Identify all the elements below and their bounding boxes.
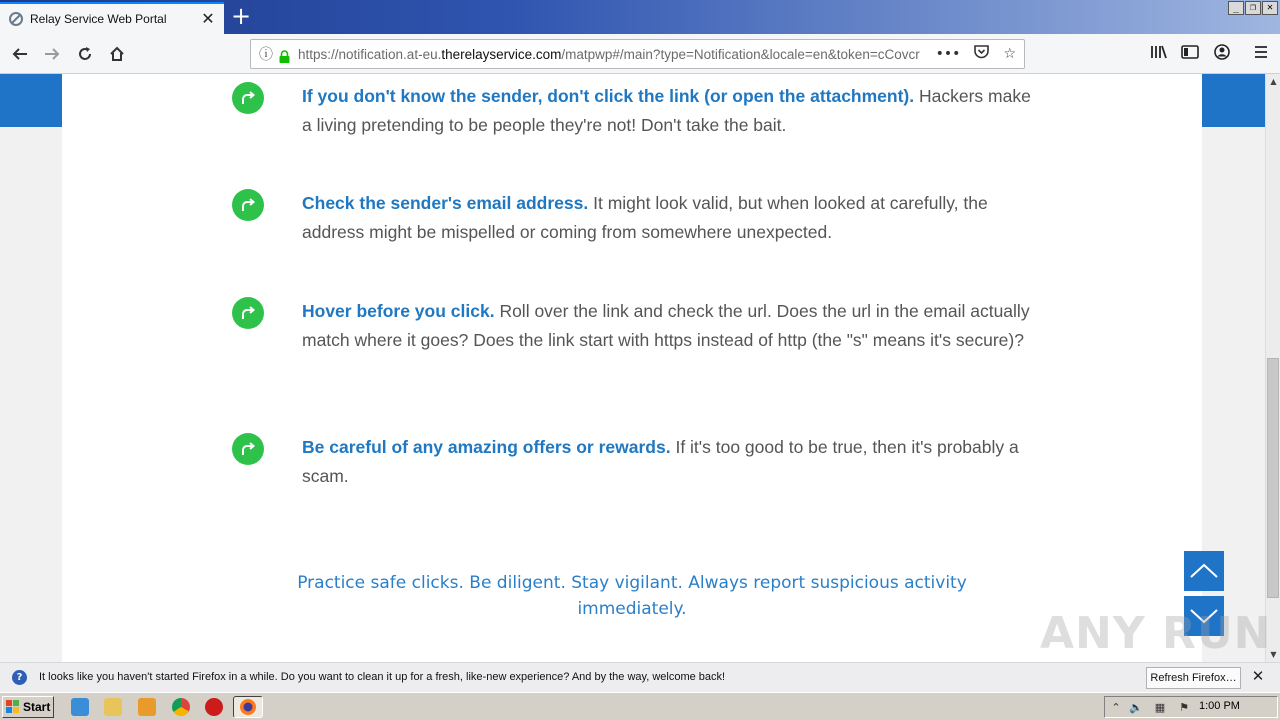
site-favicon-icon xyxy=(8,11,24,27)
chrome-icon[interactable] xyxy=(172,698,190,716)
network-icon[interactable]: ▦ xyxy=(1154,701,1166,714)
url-text[interactable] xyxy=(298,47,922,62)
share-arrow-icon xyxy=(232,433,264,465)
tab-strip xyxy=(0,0,1280,34)
media-player-icon[interactable] xyxy=(138,698,156,716)
taskbar-clock[interactable]: 1:00 PM xyxy=(1199,700,1240,712)
refresh-firefox-button[interactable]: Refresh Firefox… xyxy=(1146,667,1241,689)
tip-lead: Check the sender's email address. xyxy=(302,193,589,213)
tab-title: Relay Service Web Portal xyxy=(30,12,167,26)
restore-button[interactable]: ❐ xyxy=(1245,1,1261,15)
page-actions-icon[interactable]: ••• xyxy=(935,46,961,62)
navigation-toolbar xyxy=(0,34,1280,74)
tip-lead: Be careful of any amazing offers or rewards. xyxy=(302,437,671,457)
scrollbar-thumb[interactable] xyxy=(1267,358,1279,598)
tip-lead: Hover before you click. xyxy=(302,301,495,321)
window-close-button[interactable]: ✕ xyxy=(1262,1,1278,15)
tip-text xyxy=(302,82,1032,139)
tip-text xyxy=(302,433,1032,490)
url-bar[interactable] xyxy=(250,39,1025,69)
new-tab-button[interactable]: + xyxy=(230,2,252,30)
share-arrow-icon xyxy=(232,82,264,114)
tip-text xyxy=(302,189,1032,246)
tip-lead: If you don't know the sender, don't click the link (or open the attachment). xyxy=(302,86,915,106)
back-arrow-icon xyxy=(11,45,29,63)
home-icon xyxy=(109,46,125,62)
account-icon[interactable] xyxy=(1212,44,1232,64)
show-hidden-icons-icon[interactable]: ⌃ xyxy=(1111,701,1121,714)
scroll-arrow-up-icon[interactable]: ▲ xyxy=(1270,77,1277,86)
content-card xyxy=(62,74,1202,662)
scroll-arrow-down-icon[interactable]: ▼ xyxy=(1270,650,1277,659)
url-domain: therelayservice.com xyxy=(441,46,562,62)
firefox-taskbar-button[interactable] xyxy=(233,696,263,718)
library-icon[interactable] xyxy=(1149,44,1169,64)
pocket-icon[interactable] xyxy=(974,45,989,63)
reload-icon xyxy=(77,46,93,62)
home-button[interactable] xyxy=(103,40,131,68)
forward-button[interactable] xyxy=(38,40,66,68)
scroll-up-button[interactable] xyxy=(1184,551,1224,591)
firefox-icon xyxy=(234,697,262,717)
tip-body: Hackers make a living pretending to be people they're not! Don't take the bait. xyxy=(302,86,1031,135)
start-label: Start xyxy=(23,700,51,714)
lock-icon[interactable] xyxy=(279,48,290,60)
header-band-right xyxy=(1202,74,1265,127)
opera-icon[interactable] xyxy=(205,698,223,716)
action-center-flag-icon[interactable]: ⚑ xyxy=(1179,701,1189,714)
notification-close-icon[interactable]: ✕ xyxy=(1251,667,1265,685)
windows-taskbar xyxy=(0,692,1280,720)
chevron-up-icon xyxy=(1189,563,1219,579)
notification-message: It looks like you haven't started Firefox in a while. Do you want to clean it up for a fresh, like-new experience? And by the way, welcome back! xyxy=(39,671,726,683)
share-arrow-icon xyxy=(232,189,264,221)
tip-text xyxy=(302,297,1032,354)
page-viewport xyxy=(0,74,1265,662)
vertical-scrollbar[interactable] xyxy=(1265,74,1280,662)
tab-close-icon[interactable]: ✕ xyxy=(201,9,215,28)
url-path: /matpwp#/main?type=Notification&locale=en&token=cCovcr xyxy=(561,46,920,62)
forward-arrow-icon xyxy=(43,45,61,63)
safety-reminder-text: Practice safe clicks. Be diligent. Stay vigilant. Always report suspicious activity immediately. xyxy=(297,573,967,619)
minimize-button[interactable]: _ xyxy=(1228,1,1244,15)
windows-logo-icon xyxy=(6,700,20,714)
reload-button[interactable] xyxy=(71,40,99,68)
hamburger-menu-icon[interactable] xyxy=(1251,44,1271,64)
notification-bar xyxy=(0,662,1280,692)
header-band-left xyxy=(0,74,62,127)
tip-body: Roll over the link and check the url. Does the url in the email actually match where it goes? Does the link start with https instead of http (the "s" means it's secure)? xyxy=(302,301,1030,350)
system-tray xyxy=(1104,696,1278,718)
url-prefix: https://notification.at-eu. xyxy=(298,46,442,62)
tip-body: If it's too good to be true, then it's probably a scam. xyxy=(302,437,1019,486)
tab-relay-service[interactable] xyxy=(0,2,224,34)
back-button[interactable] xyxy=(6,40,34,68)
question-icon: ? xyxy=(12,670,27,685)
sidebar-icon[interactable] xyxy=(1180,44,1200,64)
start-button[interactable] xyxy=(2,696,54,718)
share-arrow-icon xyxy=(232,297,264,329)
volume-icon[interactable]: 🔈 xyxy=(1129,701,1143,714)
tip-body: It might look valid, but when looked at carefully, the address might be mispelled or coming from somewhere unexpected. xyxy=(302,193,988,242)
info-icon[interactable]: ⓘ xyxy=(259,47,273,63)
file-explorer-icon[interactable] xyxy=(104,698,122,716)
internet-explorer-icon[interactable] xyxy=(71,698,89,716)
bookmark-star-icon[interactable]: ☆ xyxy=(1003,46,1016,62)
anyrun-watermark: ANY RUN xyxy=(1040,608,1272,659)
